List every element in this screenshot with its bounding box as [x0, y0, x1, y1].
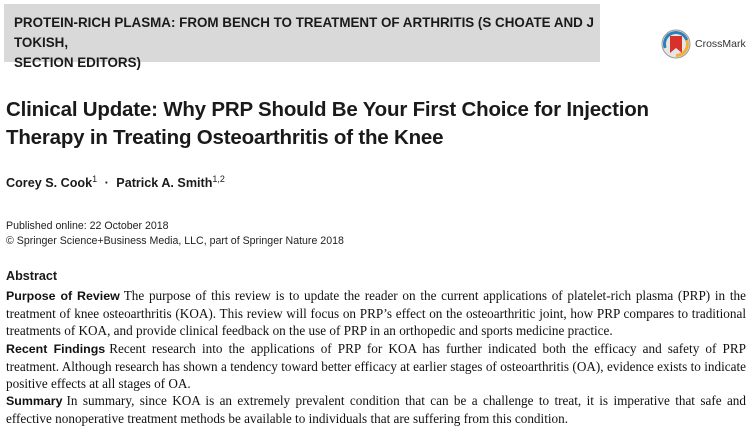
abstract-section-purpose	[6, 287, 746, 340]
crossmark-label: CrossMark	[695, 38, 746, 50]
abstract-section-summary	[6, 392, 746, 427]
abstract-section-text: Recent research into the applications of PRP for KOA has further indicated both the efficacy and safety of PRP treatment. Although research has shown a tendency toward better efficacy at earlier stages of osteoarthritis (OA), evidence exists to indicate positive effects at all stages of OA.	[6, 340, 746, 392]
author-affiliation[interactable]: 1,2	[212, 174, 225, 184]
abstract-section-findings	[6, 340, 746, 393]
author-name[interactable]: Corey S. Cook	[6, 176, 93, 190]
abstract-section-text: In summary, since KOA is an extremely prevalent condition that can be a challenge to treat, it is imperative that safe and effective nonoperative treatment methods be available to individuals that are suffering from this condition.	[6, 393, 746, 427]
crossmark-icon	[661, 29, 691, 59]
abstract-section-text: The purpose of this review is to update the reader on the current applications of platelet-rich plasma (PRP) in the treatment of knee osteoarthritis (KOA). This review will focus on PRP’s effect on the osteoarthritic joint, how PRP compares to traditional treatments of KOA, and provide clinical feedback on the use of PRP in an orthopedic and sports medicine practice.	[6, 288, 746, 339]
abstract-section-label: Recent Findings	[6, 341, 106, 356]
author-affiliation[interactable]: 1	[92, 174, 98, 184]
section-banner-line-1: PROTEIN-RICH PLASMA: FROM BENCH TO TREATMENT OF ARTHRITIS (S CHOATE AND J TOKISH,	[14, 15, 594, 50]
author-list	[6, 174, 225, 190]
abstract-section-label: Summary	[6, 394, 63, 409]
crossmark-badge[interactable]	[661, 29, 746, 59]
article-title-line-1: Clinical Update: Why PRP Should Be Your First Choice for Injection	[6, 98, 649, 121]
article-title	[6, 96, 706, 152]
published-date: Published online: 22 October 2018	[6, 220, 169, 232]
section-banner-line-2: SECTION EDITORS)	[14, 55, 141, 70]
publication-info	[6, 219, 344, 249]
section-banner	[4, 4, 600, 70]
abstract-body	[6, 287, 746, 428]
abstract-heading: Abstract	[6, 269, 58, 283]
author-name[interactable]: Patrick A. Smith	[116, 176, 213, 190]
abstract-section-label: Purpose of Review	[6, 289, 120, 303]
author-separator: ·	[104, 176, 109, 190]
article-title-line-2: Therapy in Treating Osteoarthritis of the Knee	[6, 126, 444, 149]
copyright-line: © Springer Science+Business Media, LLC, part of Springer Nature 2018	[6, 235, 344, 247]
